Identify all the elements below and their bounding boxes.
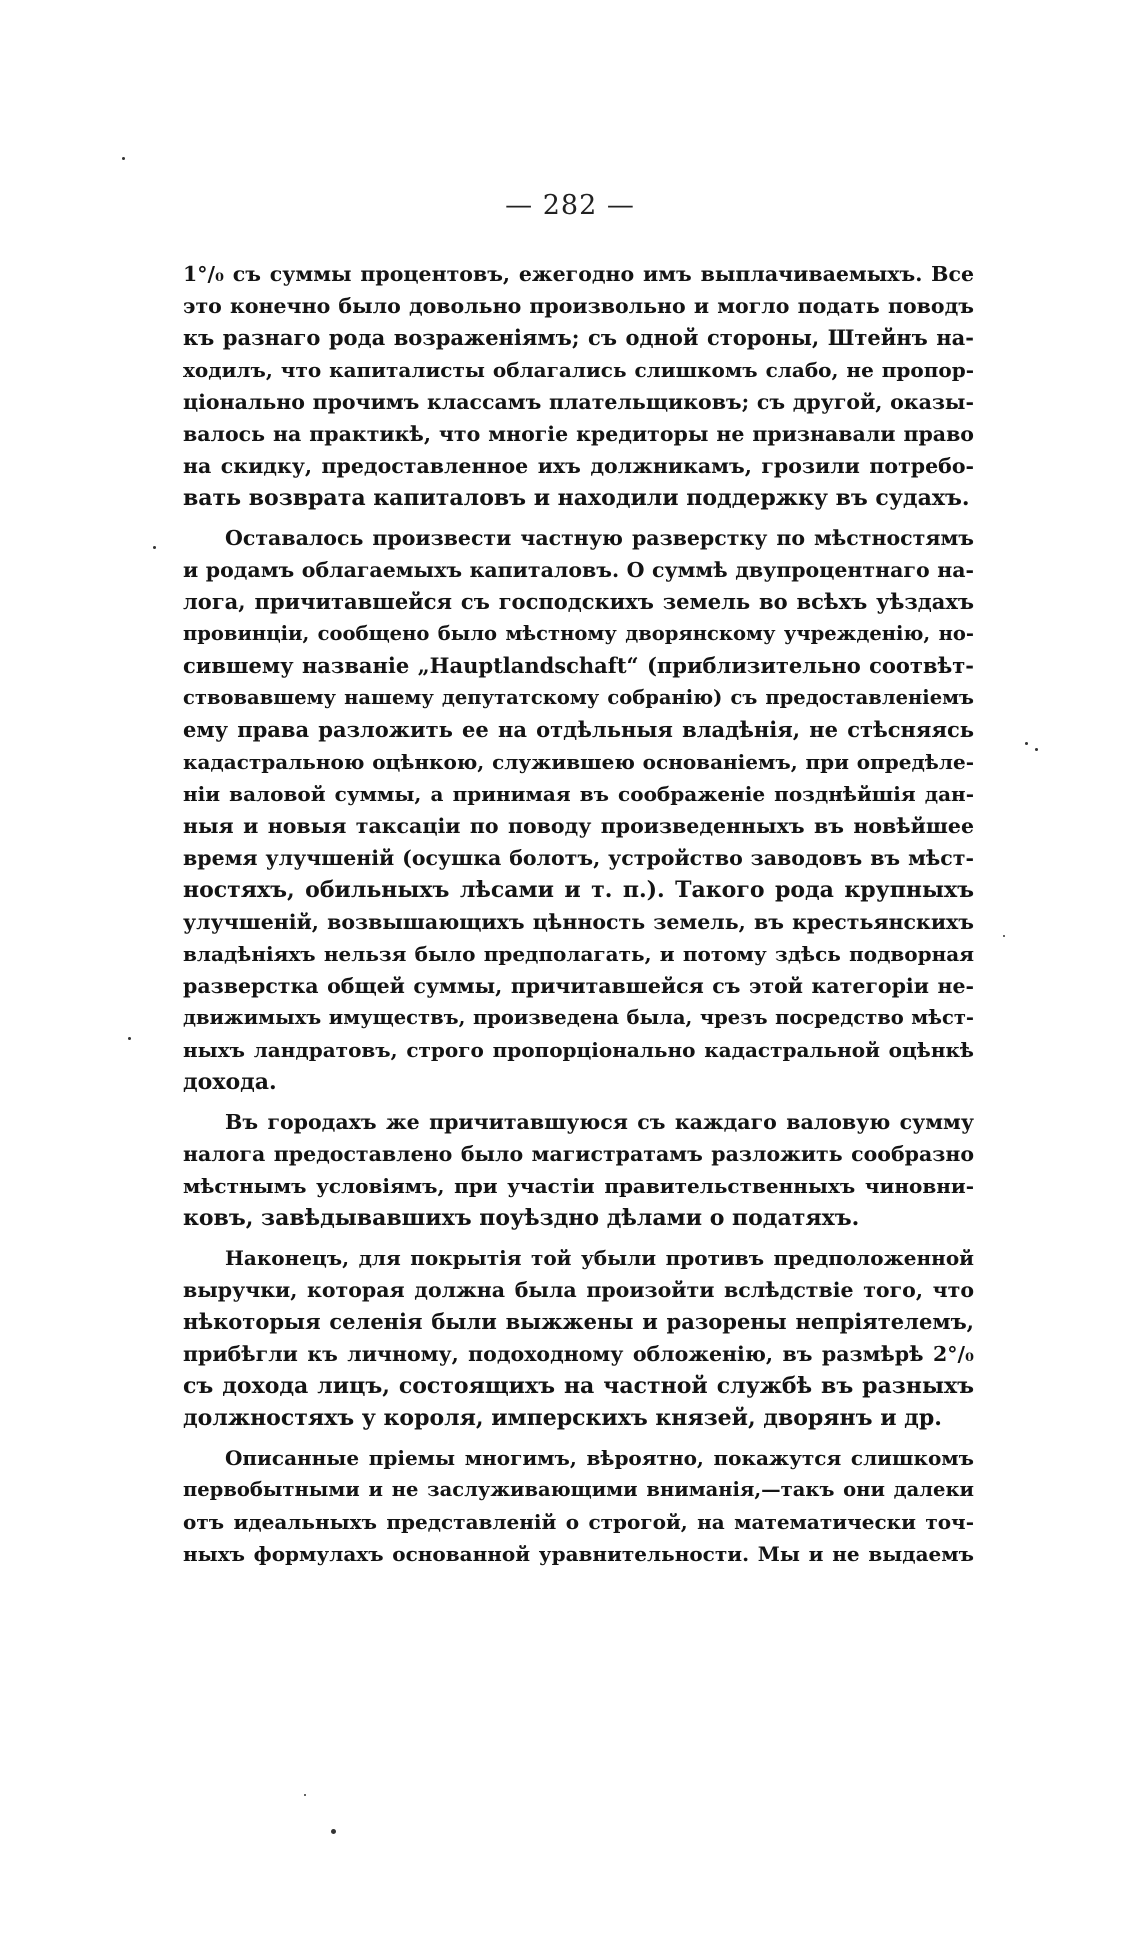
paragraph-4 — [183, 1242, 974, 1434]
text-line: Описанные пріемы многимъ, вѣроятно, покажутся слишкомъ — [225, 1446, 974, 1470]
text-line: улучшеній, возвышающихъ цѣнность земель, въ крестьянскихъ — [183, 910, 974, 934]
text-line: ціонально прочимъ классамъ плательщиковъ; съ другой, оказы- — [183, 390, 974, 414]
text-line: Оставалось произвести частную разверстку по мѣстностямъ — [225, 526, 974, 550]
text-line: ходилъ, что капиталисты облагались слишкомъ слабо, не пропор- — [183, 358, 974, 382]
text-line: первобытными и не заслуживающими вниманія,—такъ они далеки — [183, 1478, 974, 1501]
text-line: нѣкоторыя селенія были выжжены и разорены непріятелемъ, — [183, 1309, 974, 1334]
paragraph-5 — [183, 1442, 974, 1570]
text-line: налога предоставлено было магистратамъ разложить сообразно — [183, 1142, 974, 1166]
text-line: провинціи, сообщено было мѣстному дворянскому учрежденію, но- — [183, 622, 974, 645]
page-number: — 282 — — [505, 190, 635, 221]
scan-speck — [122, 157, 125, 160]
text-line: Наконецъ, для покрытія той убыли противъ предположенной — [225, 1246, 974, 1270]
text-line: движимыхъ имуществъ, произведена была, чрезъ посредство мѣст- — [183, 1006, 974, 1029]
text-line: должностяхъ у короля, имперскихъ князей, дворянъ и др. — [183, 1405, 942, 1431]
text-line: дохода. — [183, 1069, 277, 1095]
text-line: ныхъ формулахъ основанной уравнительности. Мы и не выдаемъ — [183, 1542, 974, 1566]
text-line: ковъ, завѣдывавшихъ поуѣздно дѣлами о податяхъ. — [183, 1205, 860, 1231]
text-line: на скидку, предоставленное ихъ должникамъ, грозили потребо- — [183, 454, 974, 478]
text-line: ему права разложить ее на отдѣльныя владѣнія, не стѣсняясь — [183, 717, 974, 742]
scan-speck — [1025, 742, 1028, 745]
text-line: ніи валовой суммы, а принимая въ соображеніе позднѣйшія дан- — [183, 782, 974, 806]
text-line: къ разнаго рода возраженіямъ; съ одной стороны, Штейнъ на- — [183, 325, 974, 350]
text-line: это конечно было довольно произвольно и могло подать поводъ — [183, 294, 974, 318]
scan-speck — [1003, 935, 1005, 937]
text-line: отъ идеальныхъ представленій о строгой, на математически точ- — [183, 1510, 974, 1534]
text-line: 1°/₀ съ суммы процентовъ, ежегодно имъ выплачиваемыхъ. Все — [183, 262, 974, 286]
text-line: ныя и новыя таксаціи по поводу произведенныхъ въ новѣйшее — [183, 814, 974, 838]
paragraph-1 — [183, 258, 974, 514]
text-line: выручки, которая должна была произойти вслѣдствіе того, что — [183, 1278, 974, 1302]
text-line: валось на практикѣ, что многіе кредиторы не признавали право — [183, 422, 974, 446]
text-line: сившему названіе „Hauptlandschaft“ (приблизительно соотвѣт- — [183, 653, 974, 678]
scan-speck — [1035, 748, 1038, 751]
scan-speck — [304, 1794, 306, 1796]
text-line: владѣніяхъ нельзя было предполагать, и потому здѣсь подворная — [183, 942, 974, 966]
paragraph-2 — [183, 522, 974, 1098]
text-line: ностяхъ, обильныхъ лѣсами и т. п.). Такого рода крупныхъ — [183, 877, 974, 903]
scan-speck — [331, 1829, 336, 1834]
text-line: разверстка общей суммы, причитавшейся съ этой категоріи не- — [183, 974, 974, 998]
text-line: съ дохода лицъ, состоящихъ на частной службѣ въ разныхъ — [183, 1373, 974, 1399]
paragraph-3 — [183, 1106, 974, 1234]
text-line: прибѣгли къ личному, подоходному обложенію, въ размѣрѣ 2°/₀ — [183, 1342, 974, 1366]
scan-speck — [128, 1037, 131, 1040]
text-line: ныхъ ландратовъ, строго пропорціонально кадастральной оцѣнкѣ — [183, 1038, 974, 1062]
text-line: вать возврата капиталовъ и находили поддержку въ судахъ. — [183, 485, 970, 511]
text-line: лога, причитавшейся съ господскихъ земель во всѣхъ уѣздахъ — [183, 589, 974, 614]
scan-speck — [153, 546, 156, 549]
text-line: и родамъ облагаемыхъ капиталовъ. О суммѣ двупроцентнаго на- — [183, 558, 974, 582]
text-line: мѣстнымъ условіямъ, при участіи правительственныхъ чиновни- — [183, 1174, 974, 1198]
text-line: время улучшеній (осушка болотъ, устройство заводовъ въ мѣст- — [183, 846, 974, 870]
text-line: ствовавшему нашему депутатскому собранію) съ предоставленіемъ — [183, 686, 974, 709]
text-line: Въ городахъ же причитавшуюся съ каждаго валовую сумму — [225, 1110, 974, 1134]
body-text — [183, 258, 974, 1570]
text-line: кадастральною оцѣнкою, служившею основаніемъ, при опредѣле- — [183, 750, 974, 774]
